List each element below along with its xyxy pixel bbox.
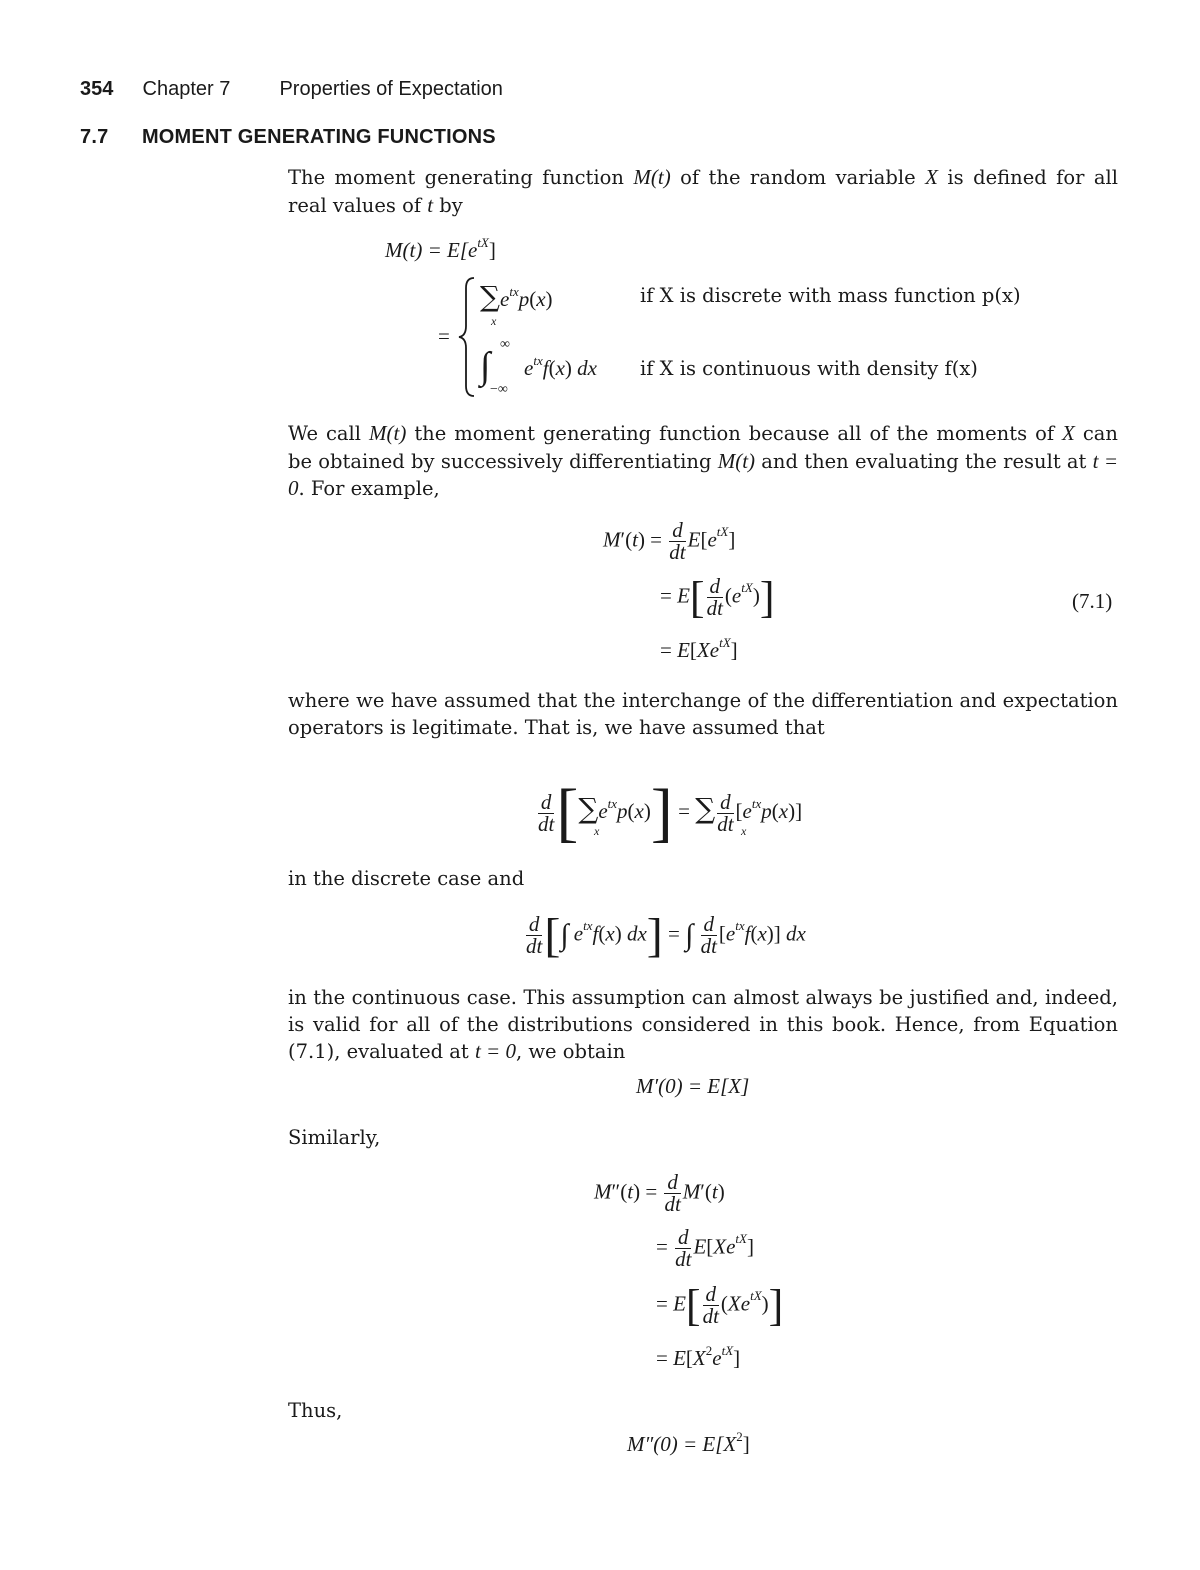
integral-lower: −∞	[490, 382, 508, 397]
left-brace	[456, 276, 478, 398]
math-inline: t	[427, 192, 434, 217]
math-inline: t = 0	[474, 1039, 516, 1063]
math-exponent: 2	[736, 1429, 743, 1444]
text: in the continuous case. This assumption can almost always be justified and, indeed, is valid for all of the distributions considered in this book. Hence, from Equation (7.1), evaluated at	[288, 986, 1118, 1063]
text: The moment generating function	[288, 166, 634, 189]
case-continuous-condition: if X is continuous with density f(x)	[640, 357, 978, 380]
section-title: MOMENT GENERATING FUNCTIONS	[141, 126, 496, 148]
chapter-label: Chapter 7	[142, 78, 231, 100]
math-inline: M(t)	[717, 448, 756, 473]
text: of the random variable	[670, 166, 926, 189]
paragraph-assumption	[288, 688, 1118, 741]
text: by	[433, 193, 463, 217]
section-heading	[80, 126, 496, 149]
math-text: M″(0) = E[X	[627, 1432, 737, 1456]
sum-index: x	[741, 824, 747, 838]
math-text: ]	[742, 1432, 750, 1456]
equation-number: (7.1)	[1072, 589, 1113, 613]
text: in the discrete case and	[288, 867, 525, 890]
eq-second-line1: M″(t) = $\frac{d}{dt}$ M′(t)	[594, 1170, 725, 1216]
result-first-moment: M′(0) = E[X]	[636, 1074, 750, 1098]
running-header	[80, 78, 503, 101]
text: Thus,	[288, 1399, 343, 1422]
eq71-line3: = $E[Xe^{tX}]$	[660, 635, 738, 662]
text: the moment generating function because all of the moments of	[406, 422, 1063, 445]
text: We call	[288, 422, 370, 445]
case-continuous-expr: $e^{tx}f(x)$ dx	[524, 353, 597, 380]
equation-definition-line1: $M(t) = E[e^{tX}]$	[385, 235, 496, 262]
paragraph-explanation	[288, 420, 1118, 503]
paragraph-definition	[288, 164, 1118, 219]
eq-discrete-interchange: $\frac{d}{dt}$ $[\sum e^{tx}p(x)]$ = ∑ $\frac{d}{dt}$ $[e^{tx}p(x)]$	[538, 776, 803, 849]
paragraph-discrete-case	[288, 866, 1118, 893]
math-inline: X	[1062, 421, 1075, 445]
text: . For example,	[298, 477, 440, 500]
eq71-line2: = E[ $\frac{d}{dt}$ $(e^{tX})$]	[660, 573, 775, 622]
paragraph-justification	[288, 985, 1118, 1066]
eq71-line1: M′(t) = $\frac{d}{dt}$ $E[e^{tX}]$	[603, 518, 736, 564]
paragraph-thus	[288, 1398, 1118, 1425]
sum-index: x	[594, 824, 600, 838]
text: and then evaluating the result at	[755, 449, 1093, 473]
eq-second-line3: = E[ $\frac{d}{dt}$ $(Xe^{tX})$]	[656, 1281, 784, 1330]
eq-second-line4: = $E[X^2e^{tX}]$	[656, 1343, 741, 1370]
page-number: 354	[80, 78, 114, 100]
case-discrete-expr: $\sum e^{tx}p(x)$	[480, 280, 553, 313]
math-inline: X	[925, 165, 938, 189]
math-inline: t = 0	[288, 448, 1118, 500]
integral-upper: ∞	[500, 337, 510, 352]
sum-index: x	[491, 314, 497, 328]
text: Similarly,	[288, 1126, 381, 1149]
chapter-title: Properties of Expectation	[279, 78, 503, 100]
paragraph-similarly	[288, 1125, 1118, 1152]
math-inline: M(t)	[369, 421, 407, 445]
eq-continuous-interchange: $\frac{d}{dt}$ [∫ $e^{tx}f(x) dx$] = ∫ $\frac{d}{dt}$ $[e^{tx}f(x)]$ dx	[526, 909, 806, 962]
case-discrete-condition: if X is discrete with mass function p(x)	[640, 284, 1021, 307]
text: can be obtained by successively differentiating	[288, 422, 1118, 473]
math-text: M(t) = E[e	[385, 238, 478, 262]
section-number: 7.7	[80, 126, 109, 148]
integral-sign: ∫	[480, 345, 491, 387]
text: is defined for all real values of	[288, 166, 1118, 217]
text: where we have assumed that the interchange of the differentiation and expectation operators is legitimate. That is, we have assumed that	[288, 689, 1118, 739]
result-second-moment	[627, 1429, 750, 1457]
equals-sign: =	[438, 324, 450, 348]
math-inline: M(t)	[633, 165, 671, 189]
eq-second-line2: = $\frac{d}{dt}$ $E[Xe^{tX}]$	[656, 1225, 754, 1271]
text: , we obtain	[515, 1040, 626, 1063]
